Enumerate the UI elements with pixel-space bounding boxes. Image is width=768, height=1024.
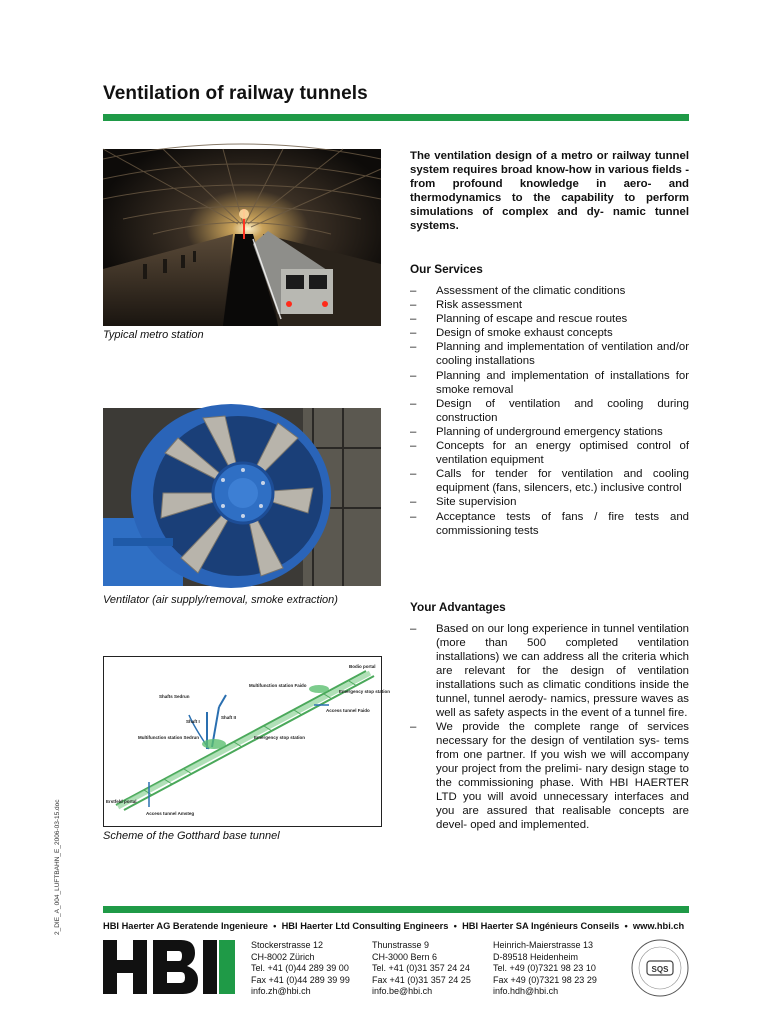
metro-station-photo xyxy=(103,149,381,326)
metro-caption: Typical metro station xyxy=(103,329,204,341)
list-item: – Based on our long experience in tunnel ventilation (more than 500 completed ventilation installations) we can address all the criteria which are relevant for the design of ventilation installations such as climatic conditions inside the tunnel, tunnel aerody- namics, pressure waves as well as safety aspects in the event of a tunnel fire. xyxy=(410,622,689,720)
list-item: – Risk assessment xyxy=(410,298,689,312)
page-title: Ventilation of railway tunnels xyxy=(103,83,368,104)
separator: • xyxy=(273,921,277,931)
scheme-caption: Scheme of the Gotthard base tunnel xyxy=(103,830,280,842)
hbi-logo xyxy=(103,940,235,994)
fax: Fax +49 (0)7321 98 23 29 xyxy=(493,974,597,985)
separator: • xyxy=(624,921,628,931)
address-line: CH-3000 Bern 6 xyxy=(372,951,438,962)
sqs-seal-icon xyxy=(630,938,690,998)
label-mfs-faido: Multifunction station Faido xyxy=(249,683,307,688)
label-shafts-sedrun: Shafts Sedrun xyxy=(159,694,190,699)
intro-paragraph: The ventilation design of a metro or railway tunnel system requires broad know-how in various fields - from profound knowledge in aero- and thermodynamics to the capability to perform simulations of complex and dy- namic tunnel systems. xyxy=(410,150,689,232)
top-divider xyxy=(103,114,689,121)
footer-companies xyxy=(103,921,689,931)
hbi-logo-graphic xyxy=(103,940,235,994)
phone: Tel. +41 (0)44 289 39 00 xyxy=(251,963,349,974)
list-item: – Planning of underground emergency stations xyxy=(410,425,689,439)
label-mfs-sedrun: Multifunction station Sedrun xyxy=(138,735,199,740)
company-fr: HBI Haerter SA Ingénieurs Conseils xyxy=(462,921,620,931)
ventilator-image xyxy=(103,408,381,586)
metro-station-image xyxy=(103,149,381,326)
fax: Fax +41 (0)44 289 39 99 xyxy=(251,974,350,985)
sqs-certification-seal xyxy=(630,938,690,998)
separator: • xyxy=(453,921,457,931)
address-zurich xyxy=(251,940,350,998)
gotthard-diagram xyxy=(103,656,391,827)
phone: Tel. +49 (0)7321 98 23 10 xyxy=(493,963,596,974)
ventilator-photo xyxy=(103,408,381,586)
label-access-amsteg: Access tunnel Amsteg xyxy=(146,811,195,816)
label-erstfeld-portal: Erstfeld portal xyxy=(106,799,137,804)
phone: Tel. +41 (0)31 357 24 24 xyxy=(372,963,470,974)
address-bern xyxy=(372,940,471,998)
company-de: HBI Haerter AG Beratende Ingenieure xyxy=(103,921,268,931)
list-item: – Planning of escape and rescue routes xyxy=(410,312,689,326)
company-en: HBI Haerter Ltd Consulting Engineers xyxy=(281,921,449,931)
document-code: 2_DIE_A_004_LUFTBAHN_E_2006-03-15.doc xyxy=(54,799,61,935)
ventilator-caption: Ventilator (air supply/removal, smoke extraction) xyxy=(103,594,338,606)
list-item: – Assessment of the climatic conditions xyxy=(410,284,689,298)
list-item: – Calls for tender for ventilation and cooling equipment (fans, silencers, etc.) inclusive control xyxy=(410,467,689,495)
address-heidenheim xyxy=(493,940,597,998)
services-list xyxy=(410,284,689,538)
list-item: – We provide the complete range of services necessary for the design of ventilation sys- tems from one partner. If you wish we will accompany your project from the prelimi- nary design stage to the commissioning phase. With HBI HAERTER LTD you will avoid unnecessary interfaces and you are assured that realisable concepts are devel- oped and implemented. xyxy=(410,720,689,832)
list-item: – Design of ventilation and cooling during construction xyxy=(410,397,689,425)
label-emergency-2: Emergency stop station xyxy=(339,689,391,694)
fax: Fax +41 (0)31 357 24 25 xyxy=(372,974,471,985)
email-link[interactable]: info.be@hbi.ch xyxy=(372,986,433,997)
gotthard-scheme-image xyxy=(104,657,391,826)
address-line: Stockerstrasse 12 xyxy=(251,940,324,950)
address-line: CH-8002 Zürich xyxy=(251,951,315,962)
website-link[interactable]: www.hbi.ch xyxy=(632,921,685,931)
label-access-faido: Access tunnel Faido xyxy=(326,708,370,713)
email-link[interactable]: info.zh@hbi.ch xyxy=(251,986,311,997)
label-bodio-portal: Bodio portal xyxy=(349,664,376,669)
list-item: – Design of smoke exhaust concepts xyxy=(410,326,689,340)
advantages-heading: Your Advantages xyxy=(410,600,506,614)
bottom-divider xyxy=(103,906,689,913)
label-emergency-1: Emergency stop station xyxy=(254,735,306,740)
list-item: – Concepts for an energy optimised control of ventilation equipment xyxy=(410,439,689,467)
list-item: – Planning and implementation of installations for smoke removal xyxy=(410,369,689,397)
label-shaft-1: Shaft I xyxy=(186,719,200,724)
address-line: D-89518 Heidenheim xyxy=(493,951,579,962)
advantages-list xyxy=(410,622,689,832)
list-item: – Acceptance tests of fans / fire tests and commissioning tests xyxy=(410,510,689,538)
seal-text: SQS xyxy=(651,965,669,974)
address-line: Heinrich-Maierstrasse 13 xyxy=(493,940,594,950)
address-line: Thunstrasse 9 xyxy=(372,940,430,950)
services-heading: Our Services xyxy=(410,262,483,276)
label-shaft-2: Shaft II xyxy=(221,715,237,720)
email-link[interactable]: info.hdh@hbi.ch xyxy=(493,986,559,997)
list-item: – Planning and implementation of ventilation and/or cooling installations xyxy=(410,340,689,368)
list-item: – Site supervision xyxy=(410,495,689,509)
